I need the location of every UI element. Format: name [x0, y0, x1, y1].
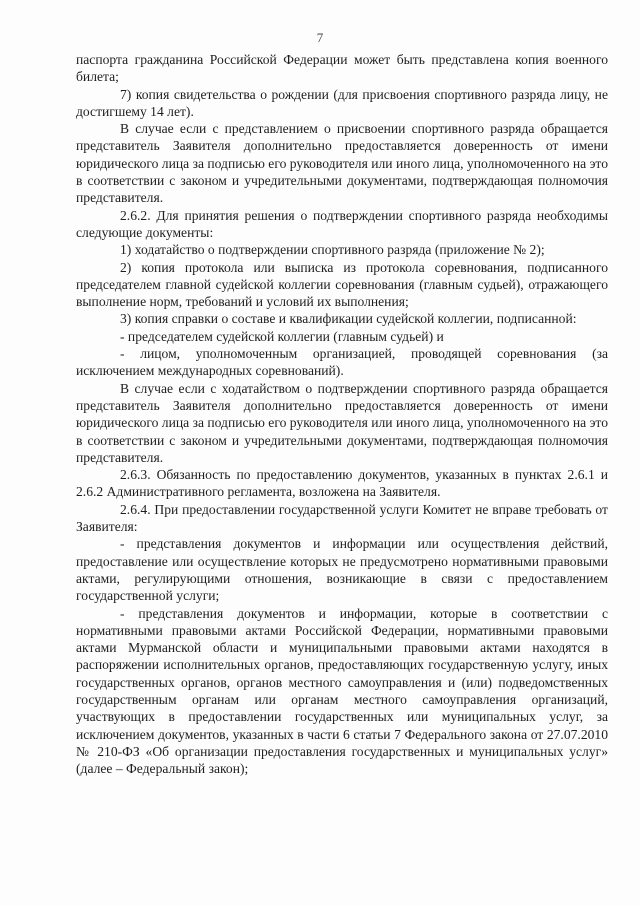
document-body	[76, 51, 608, 777]
paragraph-2-6-4: 2.6.4. При предоставлении государственной услуги Комитет не вправе требовать от Заявителя:	[76, 501, 608, 535]
paragraph-dash-authorized-person: - лицом, уполномоченным организацией, проводящей соревнования (за исключением международных соревнований).	[76, 346, 608, 379]
page-number: 7	[316, 30, 324, 45]
paragraph-2-6-2-item-2: 2) копия протокола или выписка из протокола соревнования, подписанного председателем главной судейской коллегии соревнования (главным судьей), отражающего выполнение норм, требований и условий их выполнения;	[76, 259, 608, 310]
paragraph-passport-continuation: паспорта гражданина Российской Федерации может быть представлена копия военного билета;	[76, 52, 608, 85]
paragraph-dash-chief-judge: - председателем судейской коллегии (главным судьей) и	[120, 328, 444, 344]
paragraph-2-6-3: 2.6.3. Обязанность по предоставлению документов, указанных в пунктах 2.6.1 и 2.6.2 Административного регламента, возложена на Заявителя.	[76, 467, 608, 500]
paragraph-representative-power-of-attorney: В случае если с представлением о присвоении спортивного разряда обращается представитель Заявителя дополнительно предоставляется доверенность от имени юридического лица за подписью его руководителя или иного лица, уполномоченного на это в соответствии с законом и учредительными документами, подтверждающая полномочия представителя.	[76, 121, 608, 206]
paragraph-dash-documents-in-possession: - представления документов и информации, которые в соответствии с нормативными правовыми актами Российской Федерации, нормативными правовыми актами Мурманской области и муниципальными правовыми актами находятся в распоряжении исполнительных органов, предоставляющих государственную услугу, иных государственных органов, органов местного самоуправления и (или) подведомственных государственным органам или органам местного самоуправления организаций, участвующих в предоставлении государственных или муниципальных услуг, за исключением документов, указанных в части 6 статьи 7 Федерального закона от 27.07.2010 № 210-ФЗ «Об организации предоставления государственных и муниципальных услуг» (далее – Федеральный закон);	[76, 605, 608, 777]
paragraph-dash-documents-not-required: - представления документов и информации или осуществления действий, предоставление или осуществление которых не предусмотрено нормативными правовыми актами, регулирующими отношения, возникающие в связи с предоставлением государственной услуги;	[76, 536, 608, 604]
paragraph-item-7: 7) копия свидетельства о рождении (для присвоения спортивного разряда лицу, не достигшему 14 лет).	[76, 86, 608, 119]
paragraph-2-6-2-item-3: 3) копия справки о составе и квалификации судейской коллегии, подписанной:	[120, 311, 577, 327]
paragraph-petition-representative: В случае если с ходатайством о подтверждении спортивного разряда обращается представитель Заявителя дополнительно предоставляется доверенность от имени юридического лица за подписью его руководителя или иного лица, уполномоченного на это в соответствии с законом и учредительными документами, подтверждающая полномочия представителя.	[76, 380, 608, 465]
paragraph-2-6-2-item-1: 1) ходатайство о подтверждении спортивного разряда (приложение № 2);	[120, 242, 545, 258]
paragraph-2-6-2: 2.6.2. Для принятия решения о подтверждении спортивного разряда необходимы следующие документы:	[76, 207, 608, 240]
